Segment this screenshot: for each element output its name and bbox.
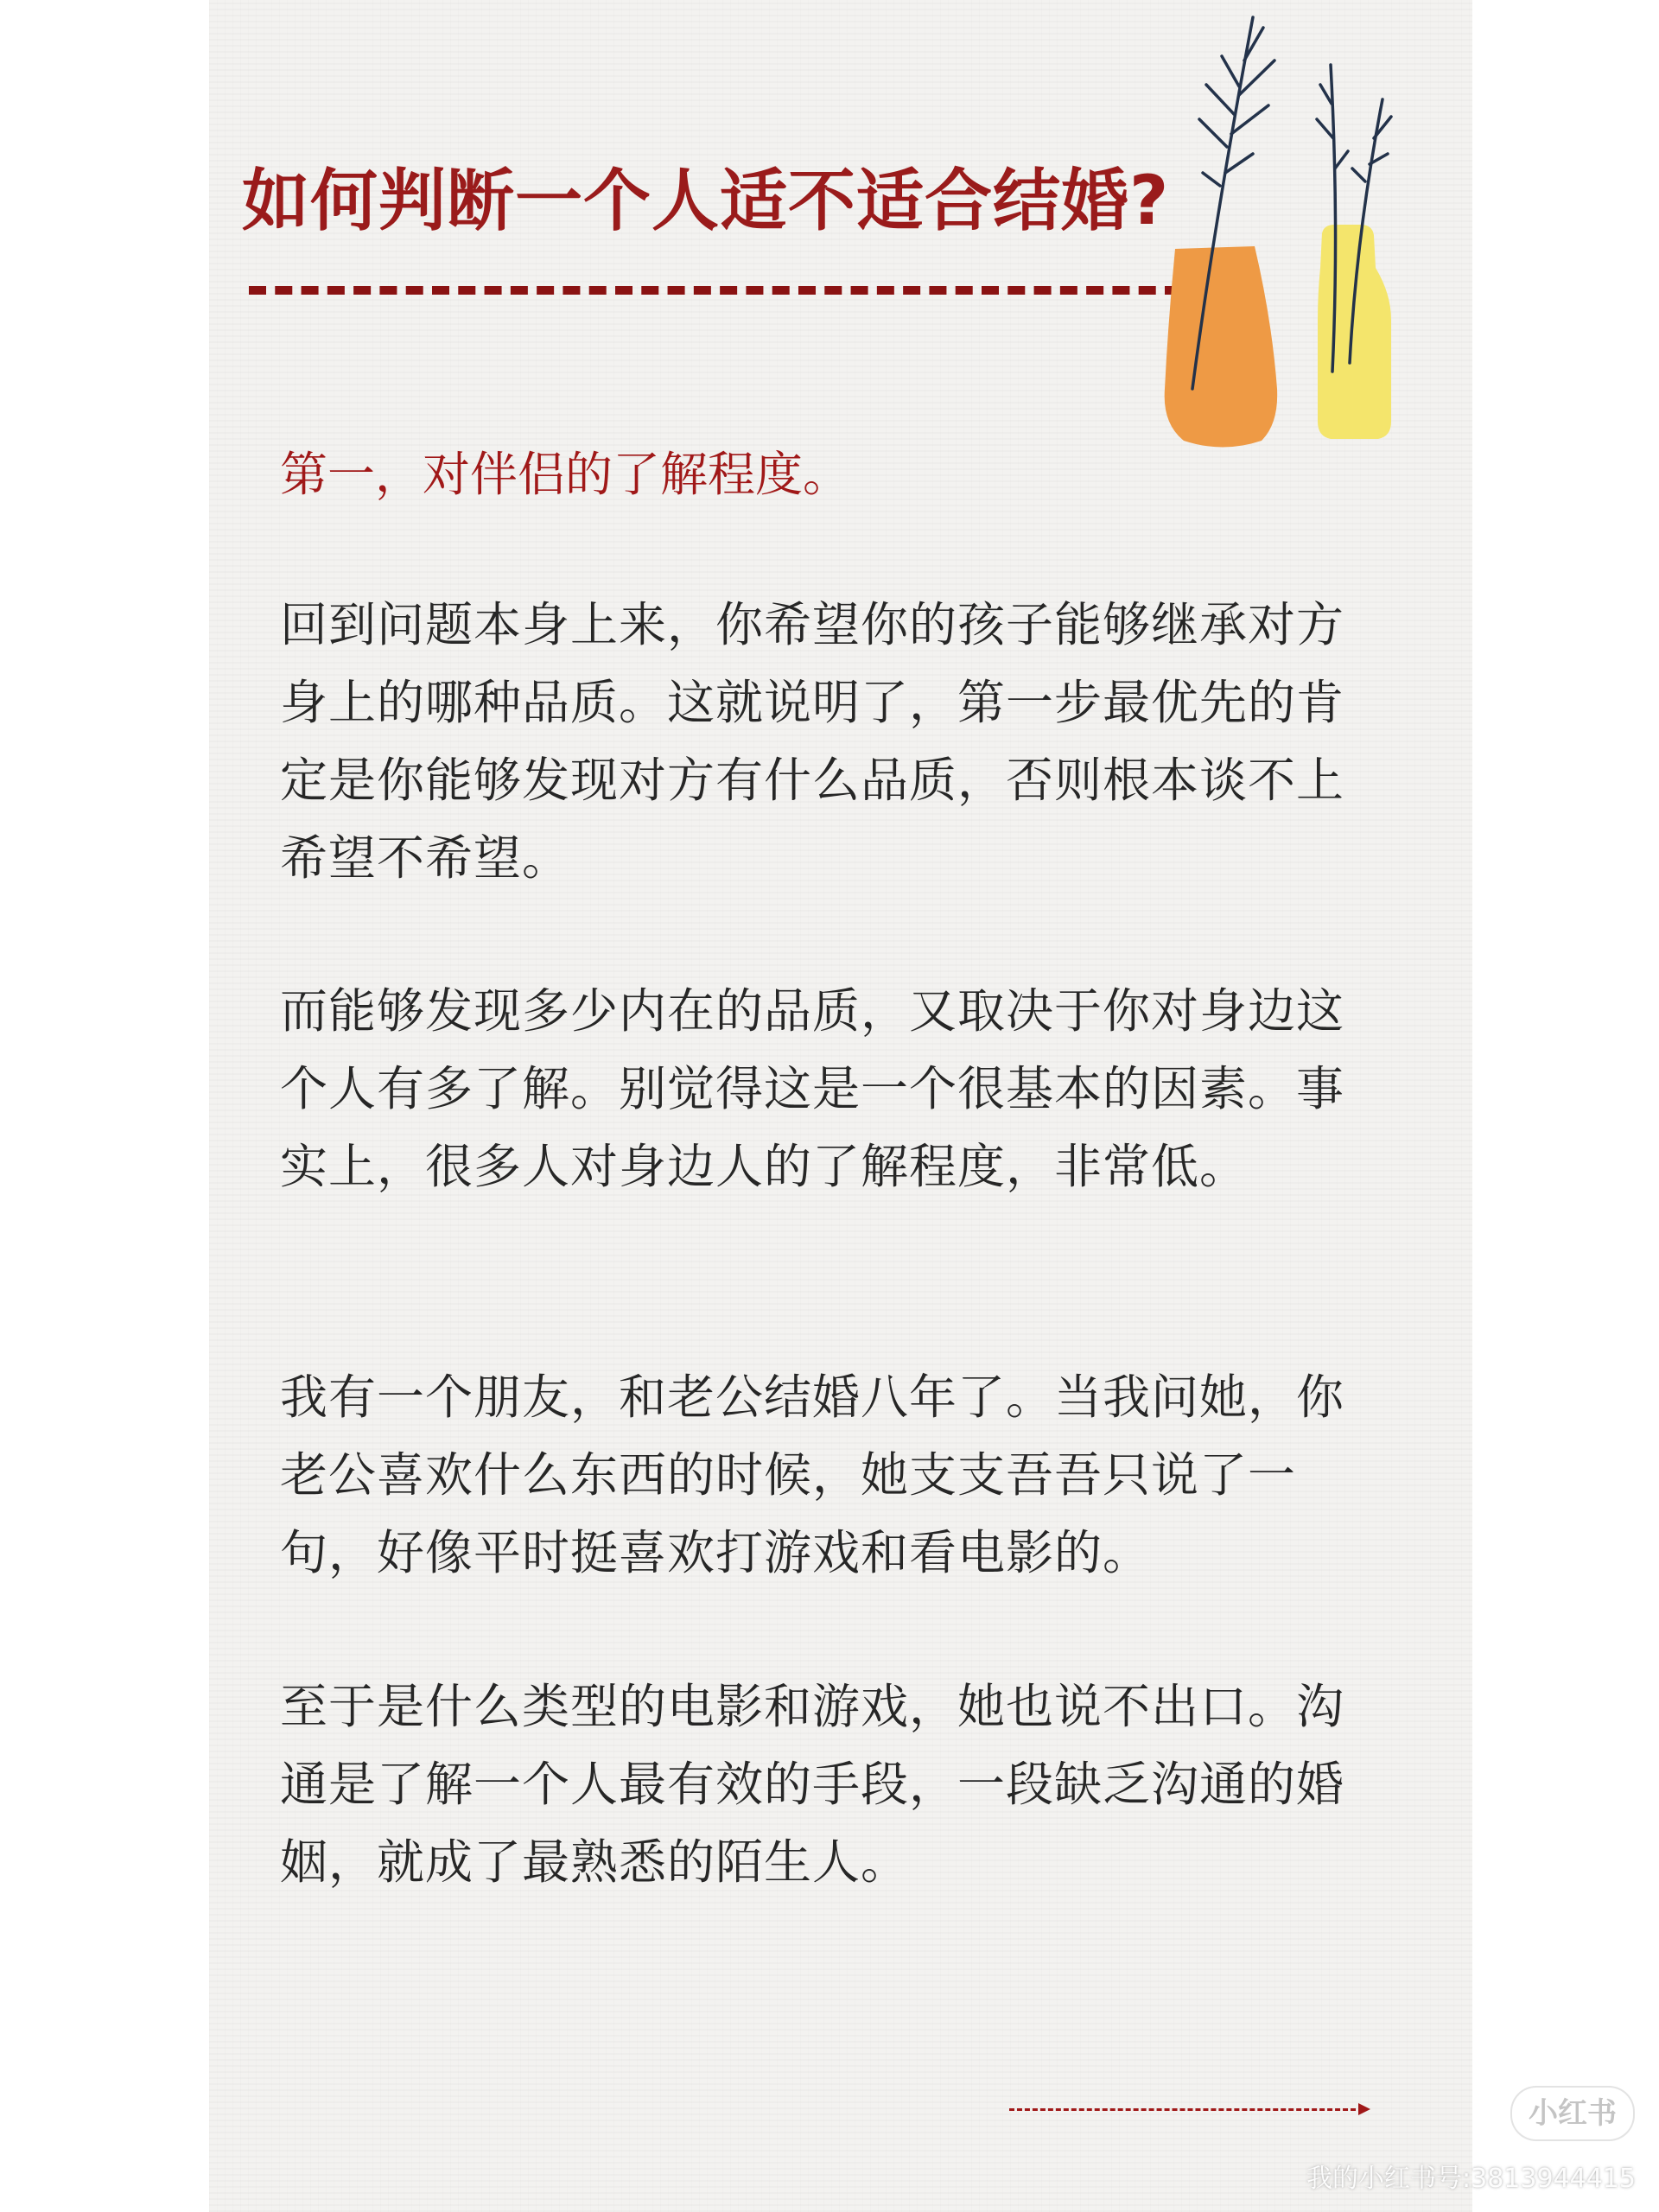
paragraph-4: 至于是什么类型的电影和游戏，她也说不出口。沟通是了解一个人最有效的手段，一段缺乏沟通的婚姻，就成了最熟悉的陌生人。 — [280, 1679, 1345, 1890]
arrow-right-icon — [1358, 2103, 1370, 2115]
watermark-account-id: 我的小红书号:3813944415 — [1306, 2164, 1636, 2194]
paragraph-2: 而能够发现多少内在的品质，又取决于你对身边这个人有多了解。别觉得这是一个很基本的因素。事实上，很多人对身边人的了解程度，非常低。 — [280, 983, 1345, 1194]
section-heading: 第一，对伴侣的了解程度。 — [280, 447, 851, 502]
bottom-divider — [1009, 2108, 1363, 2111]
watermark-logo: 小红书 — [1510, 2086, 1635, 2141]
vases-with-branches-icon — [1132, 9, 1408, 458]
post-title: 如何判断一个人适不适合结婚? — [242, 162, 1170, 240]
title-divider — [249, 286, 1182, 295]
paragraph-3: 我有一个朋友，和老公结婚八年了。当我问她，你老公喜欢什么东西的时候，她支支吾吾只说了一句，好像平时挺喜欢打游戏和看电影的。 — [280, 1370, 1345, 1580]
paragraph-1: 回到问题本身上来，你希望你的孩子能够继承对方身上的哪种品质。这就说明了，第一步最优先的肯定是你能够发现对方有什么品质，否则根本谈不上希望不希望。 — [280, 597, 1345, 886]
